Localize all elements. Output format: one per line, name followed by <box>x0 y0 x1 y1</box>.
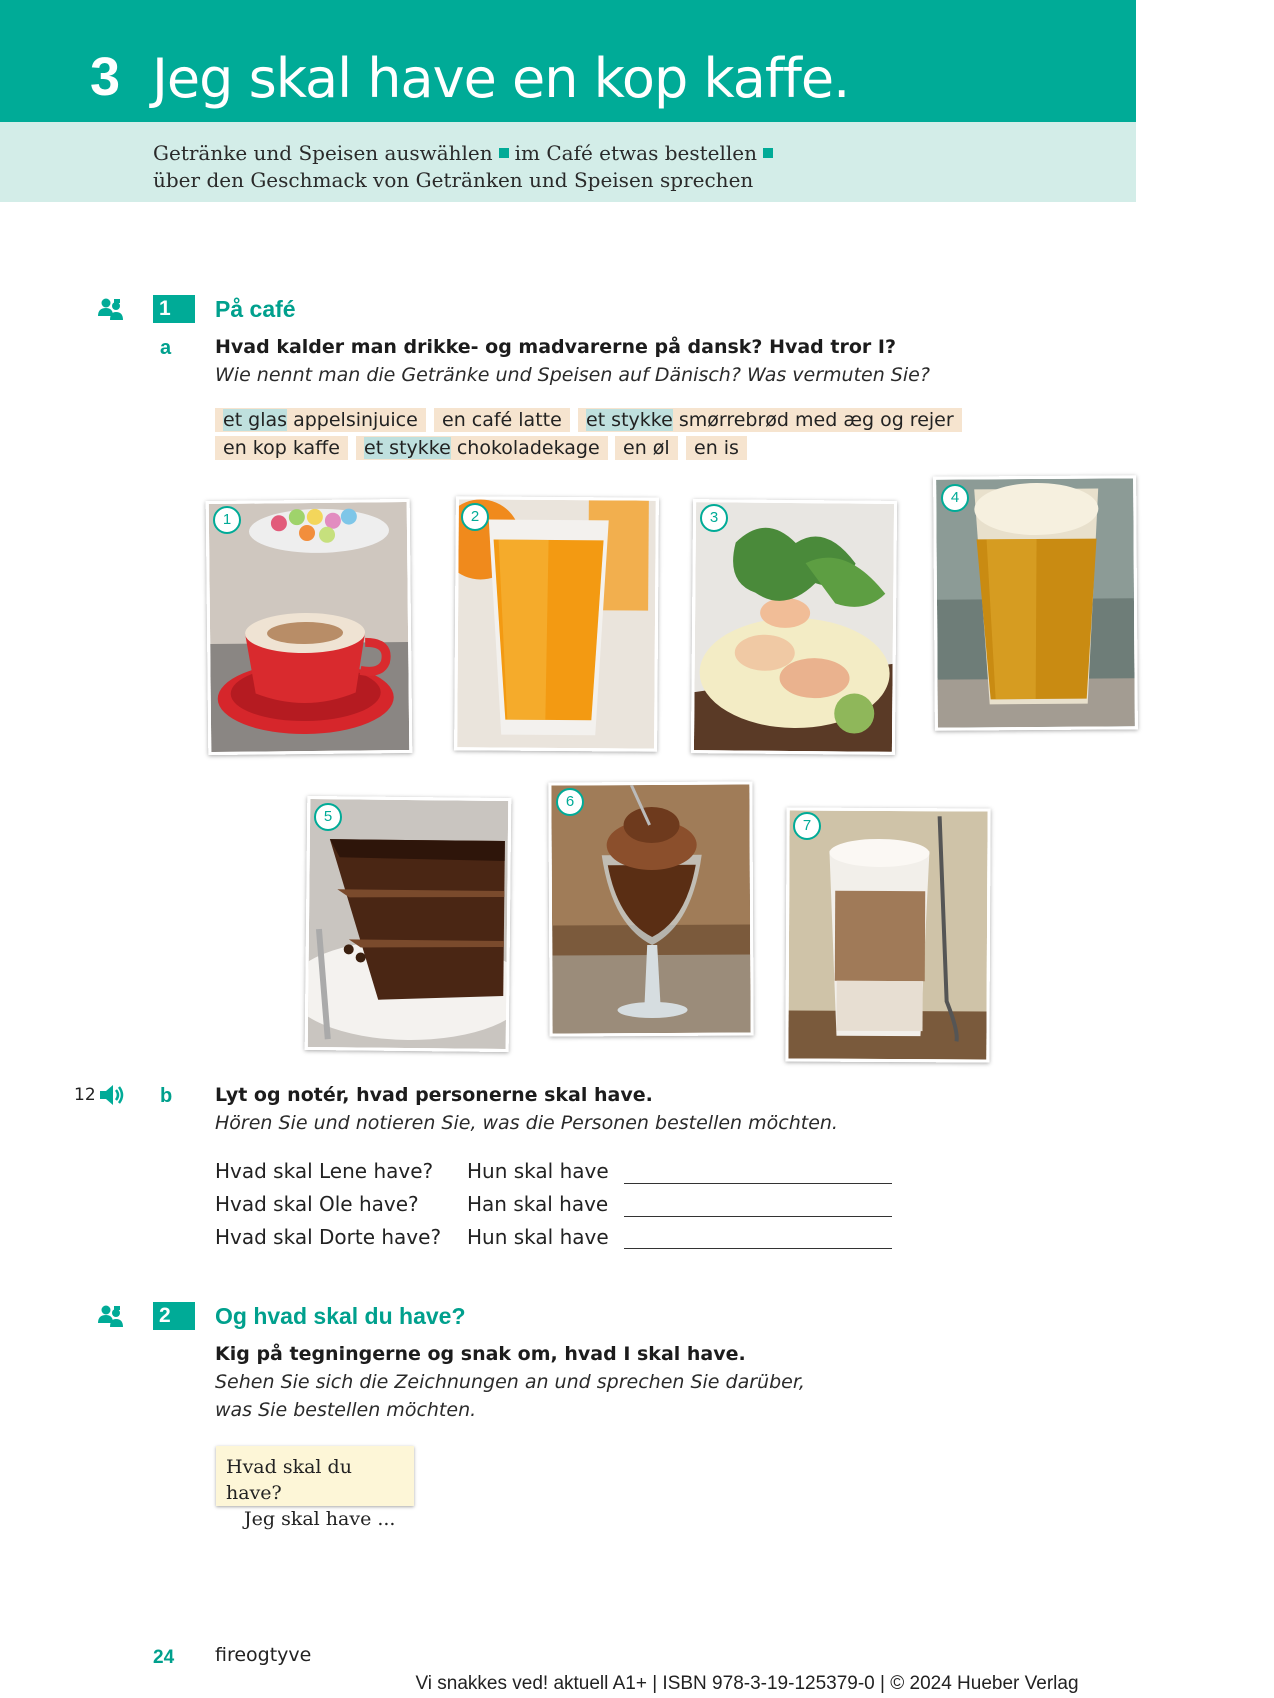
instruction-danish: Kig på tegningerne og snak om, hvad I skal have. <box>215 1343 746 1365</box>
page-number-word: fireogtyve <box>215 1644 312 1666</box>
question-text: Hvad skal Dorte have? <box>215 1225 442 1249</box>
chapter-number: 3 <box>90 47 121 107</box>
cappuccino-photo <box>206 499 413 755</box>
instruction-german: Hören Sie und notieren Sie, was die Personen bestellen möchten. <box>215 1112 838 1134</box>
instruction-german: Wie nennt man die Getränke und Speisen auf Dänisch? Was vermuten Sie? <box>215 364 930 386</box>
square-bullet-icon <box>763 148 773 158</box>
photo-number-badge: 1 <box>213 506 241 534</box>
imprint-footer: Vi snakkes ved! aktuell A1+ | ISBN 978-3-19-125379-0 | © 2024 Hueber Verlag <box>415 1673 1079 1694</box>
pair-work-icon <box>98 1304 124 1328</box>
goal-text: im Café etwas bestellen <box>514 141 758 165</box>
exercise-number-box: 2 <box>153 1302 195 1330</box>
word-chip[interactable]: et glas appelsinjuice <box>215 408 426 432</box>
task-letter-b: b <box>160 1085 173 1107</box>
goal-text: Getränke und Speisen auswählen <box>153 141 493 165</box>
square-bullet-icon <box>499 148 509 158</box>
speech-example-box <box>216 1446 414 1530</box>
learning-goals-line-2: über den Geschmack von Getränken und Speisen sprechen <box>153 168 754 192</box>
photo-number-badge: 2 <box>461 503 489 531</box>
learning-goals-line-1 <box>153 143 779 163</box>
answer-prompt: Han skal have <box>467 1192 609 1216</box>
speaker-icon[interactable] <box>98 1083 124 1107</box>
photo-number-badge: 4 <box>941 484 969 512</box>
pair-work-icon <box>98 297 124 321</box>
instruction-danish: Lyt og notér, hvad personerne skal have. <box>215 1084 653 1106</box>
word-chip[interactable]: en is <box>686 436 747 460</box>
page-number: 24 <box>153 1647 175 1668</box>
ice-cream-sundae-photo <box>548 781 753 1036</box>
answer-blank-line[interactable] <box>624 1248 892 1249</box>
word-chip[interactable]: et stykke chokoladekage <box>356 436 608 460</box>
task-letter-a: a <box>160 337 172 359</box>
word-chip[interactable]: et stykke smørrebrød med æg og rejer <box>578 408 962 432</box>
photo-number-badge: 3 <box>700 504 728 532</box>
word-chip[interactable]: en café latte <box>434 408 570 432</box>
example-question: Hvad skal du have? <box>226 1456 352 1504</box>
word-chip[interactable]: en øl <box>615 436 678 460</box>
question-text: Hvad skal Lene have? <box>215 1159 434 1183</box>
answer-prompt: Hun skal have <box>467 1159 609 1183</box>
instruction-german: was Sie bestellen möchten. <box>215 1399 477 1421</box>
shrimp-smorrebrod-photo <box>691 499 897 755</box>
answer-blank-line[interactable] <box>624 1216 892 1217</box>
chocolate-cake-photo <box>305 796 512 1052</box>
exercise-number-box: 1 <box>153 295 195 323</box>
orange-juice-photo <box>454 496 659 751</box>
photo-number-badge: 6 <box>556 788 584 816</box>
exercise-title: På café <box>215 296 296 322</box>
chapter-title: Jeg skal have en kop kaffe. <box>152 47 850 110</box>
answer-prompt: Hun skal have <box>467 1225 609 1249</box>
beer-photo <box>933 475 1138 730</box>
latte-macchiato-photo <box>785 807 990 1062</box>
instruction-german: Sehen Sie sich die Zeichnungen an und sprechen Sie darüber, <box>215 1371 805 1393</box>
example-answer: Jeg skal have ... <box>244 1508 396 1530</box>
instruction-danish: Hvad kalder man drikke- og madvarerne på dansk? Hvad tror I? <box>215 336 896 358</box>
answer-blank-line[interactable] <box>624 1183 892 1184</box>
audio-track-number: 12 <box>74 1085 96 1105</box>
word-chip[interactable]: en kop kaffe <box>215 436 348 460</box>
question-text: Hvad skal Ole have? <box>215 1192 419 1216</box>
photo-number-badge: 7 <box>793 812 821 840</box>
exercise-title: Og hvad skal du have? <box>215 1303 466 1329</box>
photo-number-badge: 5 <box>314 803 342 831</box>
